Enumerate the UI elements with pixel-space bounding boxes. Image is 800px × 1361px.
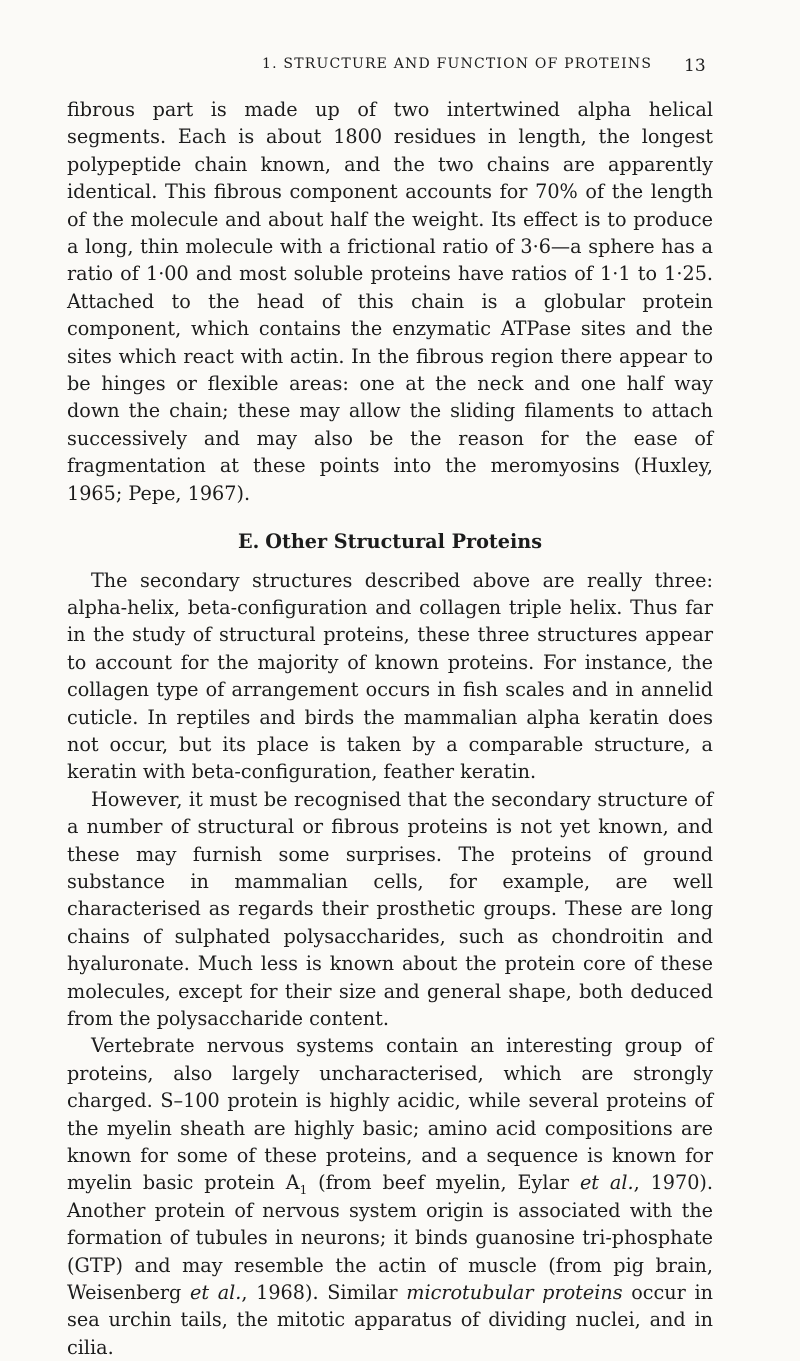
paragraph-continuation: fibrous part is made up of two intertwined alpha helical segments. Each is about 1800 residues in length, the longest polypeptide chain known, and the two chains are apparently identical. This fibrous component accounts for 70% of the length of the molecule and about half the weight. Its effect is to produce a long, thin molecule with a frictional ratio of 3·6—a sphere has a ratio of 1·00 and most soluble proteins have ratios of 1·1 to 1·25. Attached to the head of this chain is a globular protein component, which contains the enzymatic ATPase sites and the sites which react with actin. In the fibrous region there appear to be hinges or flexible areas: one at the neck and one half way down the chain; these may allow the sliding filaments to attach successively and may also be the reason for the ease of fragmentation at these points into the meromyosins (Huxley, 1965; Pepe, 1967). bbox=[67, 98, 713, 505]
paragraph: However, it must be recognised that the secondary structure of a number of structural or fibrous proteins is not yet known, and these may furnish some surprises. The proteins of ground substance in mammalian cells, for example, are well characterised as regards their prosthetic groups. These are long chains of sulphated polysaccharides, such as chondroitin and hyaluronate. Much less is known about the protein core of these molecules, except for their size and general shape, both deduced from the polysaccharide content. bbox=[67, 787, 713, 1030]
subscript: 1 bbox=[299, 1183, 308, 1198]
section-label: E. bbox=[237, 530, 260, 554]
page-number: 13 bbox=[684, 56, 706, 76]
paragraph: The secondary structures described above are really three: alpha-helix, beta-configuration and collagen triple helix. Thus far in the study of structural proteins, these three structures appear to account for the majority of known proteins. For instance, the collagen type of arrangement occurs in fish scales and in annelid cuticle. In reptiles and birds the mammalian alpha keratin does not occur, but its place is taken by a comparable structure, a keratin with beta-configuration, feather keratin. bbox=[67, 568, 713, 784]
citation-italic: et al. bbox=[189, 1281, 242, 1305]
section-heading bbox=[67, 528, 713, 555]
chapter-title bbox=[262, 56, 652, 72]
text-run: occur in sea urchin tails, the mitotic apparatus of dividing nuclei, and in cilia. bbox=[67, 1281, 713, 1359]
body-text bbox=[67, 96, 713, 1361]
text-run: , 1970). Another protein of nervous system origin is associated with the formation of tubules in neurons; it binds guanosine tri-phosphate (GTP) and may resemble the actin of muscle (from pig brain, Weisenberg bbox=[67, 1171, 713, 1305]
chapter-number: 1. bbox=[262, 56, 278, 72]
text-run: (from beef myelin, Eylar bbox=[307, 1171, 580, 1195]
text-run: , 1968). Similar bbox=[241, 1281, 407, 1305]
paragraph-last bbox=[67, 1032, 713, 1361]
text-run: Vertebrate nervous systems contain an interesting group of proteins, also largely uncharacterised, which are strongly charged. S–100 protein is highly acidic, while several proteins of the myelin sheath are highly basic; amino acid compositions are known for some of these proteins, and a sequence is known for myelin basic protein A bbox=[67, 1034, 713, 1195]
running-head bbox=[0, 56, 800, 78]
citation-italic: et al. bbox=[579, 1171, 634, 1195]
italic-term: microtubular proteins bbox=[406, 1281, 623, 1305]
section-title: Other Structural Proteins bbox=[265, 530, 543, 554]
chapter-title-text: STRUCTURE AND FUNCTION OF PROTEINS bbox=[283, 56, 653, 72]
